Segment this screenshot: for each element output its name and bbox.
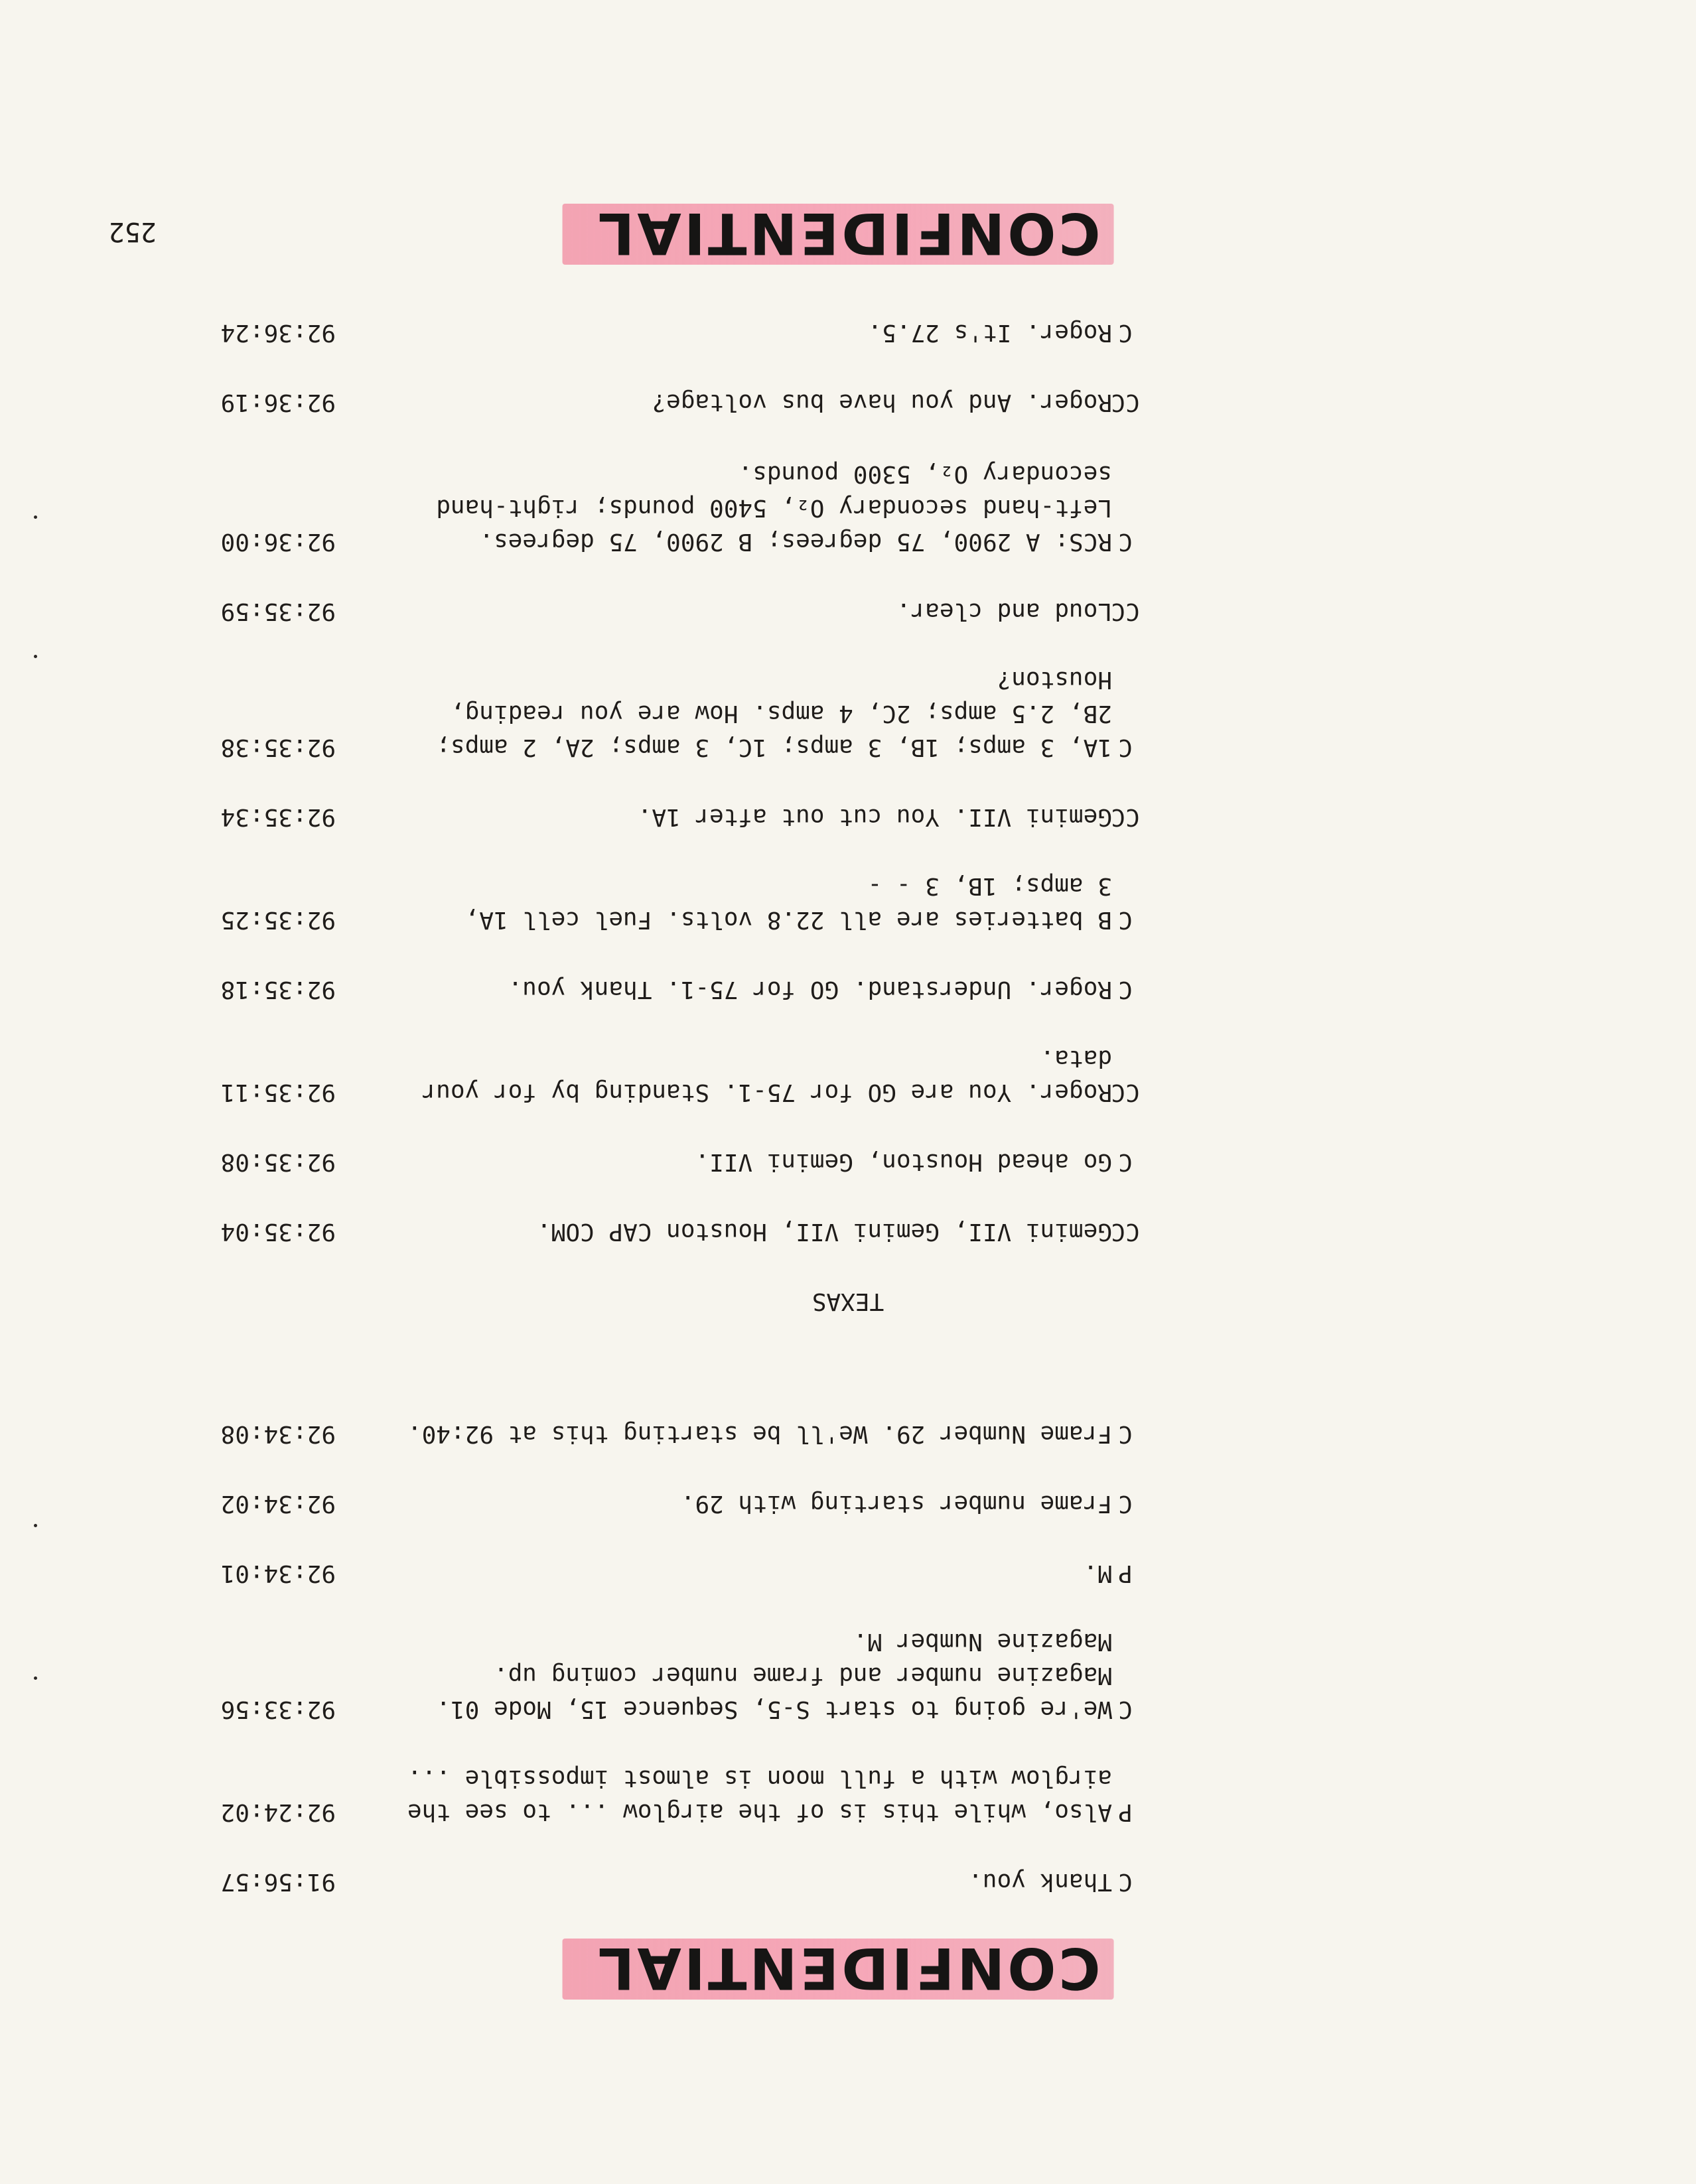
entry-time: 92:35:38: [220, 734, 336, 761]
confidential-stamp-bottom: CONFIDENTIAL: [575, 197, 1120, 270]
entry-text: Frame number starting with 29.: [680, 1490, 1112, 1517]
entry-time: 92:35:59: [220, 598, 336, 625]
entry-text: Loud and clear.: [896, 598, 1112, 625]
entry-speaker: C: [1118, 1490, 1133, 1517]
entry-text: Go ahead Houston, Gemini VII.: [695, 1148, 1112, 1176]
entry-speaker: C: [1118, 528, 1133, 555]
entry-text: Roger. It's 27.5.: [867, 319, 1112, 346]
entry-text: Roger. Understand. GO for 75-1. Thank you.: [508, 976, 1112, 1003]
entry-speaker: P: [1118, 1560, 1133, 1587]
entry-text: Frame Number 29. We'll be starting this at 92:40.: [407, 1420, 1112, 1448]
margin-mark: [34, 515, 37, 519]
entry-speaker: CC: [1111, 1218, 1140, 1245]
entry-time: 92:35:18: [220, 976, 336, 1003]
entry-speaker: C: [1118, 976, 1133, 1003]
margin-mark: [34, 655, 37, 658]
entry-text: We're going to start S-5, Sequence 15, Mode 01. Magazine number and frame number coming up. Magazine Number M.: [436, 1628, 1112, 1723]
entry-speaker: C: [1118, 734, 1133, 761]
entry-text: Thank you.: [968, 1868, 1112, 1895]
entry-speaker: CC: [1111, 1079, 1140, 1106]
entry-time: 92:33:56: [220, 1696, 336, 1723]
entry-time: 92:36:24: [220, 319, 336, 346]
entry-text: Roger. And you have bus voltage?: [652, 389, 1112, 416]
margin-mark: [34, 1676, 37, 1680]
entry-speaker: C: [1118, 1868, 1133, 1895]
entry-time: 92:35:11: [220, 1079, 336, 1106]
entry-time: 92:24:02: [220, 1799, 336, 1826]
entry-text: M.: [1083, 1560, 1112, 1587]
location-heading: TEXAS: [812, 1288, 884, 1315]
entry-speaker: CC: [1111, 598, 1140, 625]
entry-speaker: CC: [1111, 389, 1140, 416]
entry-text: 1A, 3 amps; 1B, 3 amps; 1C, 3 amps; 2A, 2 amps; 2B, 2.5 amps; 2C, 4 amps. How are you reading, Houston?: [436, 666, 1112, 761]
entry-time: 92:34:02: [220, 1490, 336, 1517]
page-number: 252: [108, 216, 157, 247]
margin-mark: [34, 1524, 37, 1527]
entry-speaker: CC: [1111, 803, 1140, 831]
entry-speaker: C: [1118, 1696, 1133, 1723]
entry-time: 91:56:57: [220, 1868, 336, 1895]
entry-text: Also, while this is of the airglow ... to see the airglow with a full moon is almost impossible ...: [407, 1765, 1112, 1826]
entry-text: B batteries are all 22.8 volts. Fuel cell 1A, 3 amps; 1B, 3 - -: [464, 872, 1112, 933]
entry-time: 92:35:25: [220, 906, 336, 933]
entry-text: Roger. You are GO for 75-1. Standing by for your data.: [421, 1045, 1112, 1106]
entry-time: 92:34:01: [220, 1560, 336, 1587]
entry-time: 92:35:04: [220, 1218, 336, 1245]
entry-time: 92:34:08: [220, 1420, 336, 1448]
entry-speaker: C: [1118, 1420, 1133, 1448]
entry-time: 92:36:19: [220, 389, 336, 416]
entry-speaker: C: [1118, 1148, 1133, 1176]
entry-time: 92:35:34: [220, 803, 336, 831]
entry-text: Gemini VII. You cut out after 1A.: [637, 803, 1112, 831]
entry-speaker: C: [1118, 319, 1133, 346]
entry-speaker: P: [1118, 1799, 1133, 1826]
entry-text: Gemini VII, Gemini VII, Houston CAP COM.: [537, 1218, 1112, 1245]
entry-time: 92:36:00: [220, 528, 336, 555]
entry-time: 92:35:08: [220, 1148, 336, 1176]
confidential-stamp-top: CONFIDENTIAL: [575, 1932, 1120, 2005]
entry-text: RCS: A 2900, 75 degrees; B 2900, 75 degrees. Left-hand secondary O₂, 5400 pounds; right-hand secondary O₂, 5300 pounds.: [436, 460, 1112, 555]
entry-speaker: C: [1118, 906, 1133, 933]
